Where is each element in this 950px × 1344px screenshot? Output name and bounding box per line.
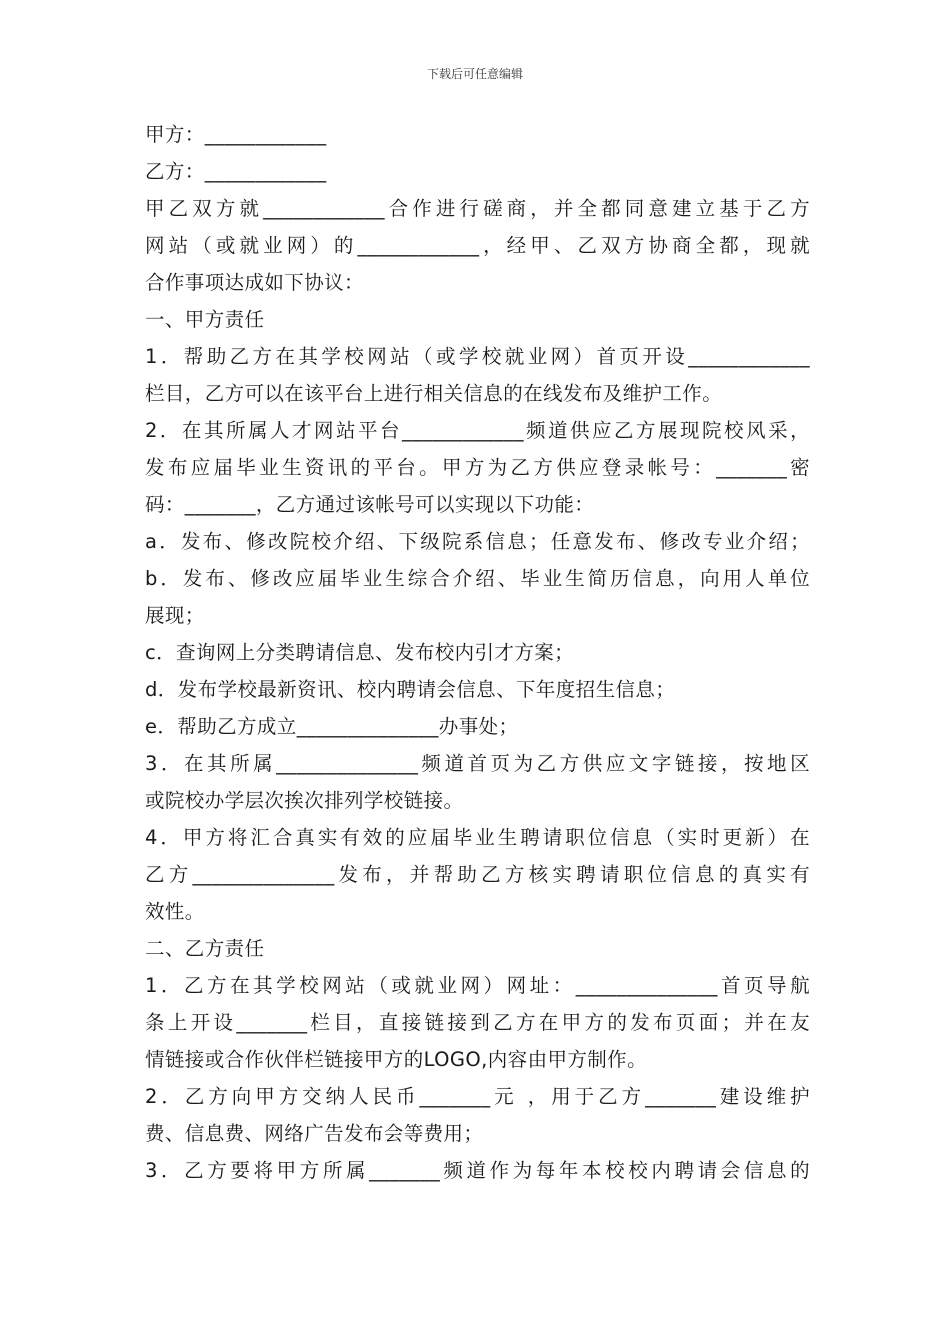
document-body xyxy=(145,116,810,1189)
document-line: 3．在其所属______________频道首页为乙方供应文字链接，按地区 xyxy=(145,752,810,775)
document-line: 乙方______________发布，并帮助乙方核实聘请职位信息的真实有 xyxy=(145,863,810,886)
document-line: b．发布、修改应届毕业生综合介绍、毕业生简历信息，向用人单位 xyxy=(145,567,810,590)
document-line: e．帮助乙方成立______________办事处； xyxy=(145,715,519,738)
document-line: 码：_______，乙方通过该帐号可以实现以下功能： xyxy=(145,493,595,516)
document-line: 二、乙方责任 xyxy=(145,937,265,960)
document-line: 2．乙方向甲方交纳人民币_______元 ，用于乙方_______建设维护 xyxy=(145,1085,810,1108)
document-line: a．发布、修改院校介绍、下级院系信息；任意发布、修改专业介绍； xyxy=(145,530,810,553)
document-line: 1．帮助乙方在其学校网站（或学校就业网）首页开设____________ xyxy=(145,345,810,368)
document-line: 甲方：____________ xyxy=(145,123,327,146)
document-line: 栏目，乙方可以在该平台上进行相关信息的在线发布及维护工作。 xyxy=(145,382,723,405)
document-line: 4．甲方将汇合真实有效的应届毕业生聘请职位信息（实时更新）在 xyxy=(145,826,810,849)
document-line: 情链接或合作伙伴栏链接甲方的LOGO,内容由甲方制作。 xyxy=(145,1048,647,1071)
document-line: 一、甲方责任 xyxy=(145,308,265,331)
document-line: 3．乙方要将甲方所属_______频道作为每年本校校内聘请会信息的 xyxy=(145,1159,810,1182)
document-line: 合作事项达成如下协议： xyxy=(145,271,364,294)
document-line: 条上开设_______栏目，直接链接到乙方在甲方的发布页面；并在友 xyxy=(145,1011,810,1034)
document-line: c．查询网上分类聘请信息、发布校内引才方案； xyxy=(145,641,575,664)
page-header-note: 下载后可任意编辑 xyxy=(426,67,523,81)
document-line: 发布应届毕业生资讯的平台。甲方为乙方供应登录帐号：_______密 xyxy=(145,456,810,479)
document-line: 展现； xyxy=(145,604,205,627)
document-line: 费、信息费、网络广告发布会等费用； xyxy=(145,1122,484,1145)
document-line: 效性。 xyxy=(145,900,205,923)
document-line: d．发布学校最新资讯、校内聘请会信息、下年度招生信息； xyxy=(145,678,676,701)
document-line: 2．在其所属人才网站平台____________频道供应乙方展现院校风采， xyxy=(145,419,810,442)
document-line: 1．乙方在其学校网站（或就业网）网址：______________首页导航 xyxy=(145,974,810,997)
document-line: 网站（或就业网）的____________，经甲、乙双方协商全都，现就 xyxy=(145,234,810,257)
document-line: 甲乙双方就____________合作进行磋商，并全都同意建立基于乙方 xyxy=(145,197,810,220)
document-line: 乙方：____________ xyxy=(145,160,327,183)
document-line: 或院校办学层次挨次排列学校链接。 xyxy=(145,789,464,812)
